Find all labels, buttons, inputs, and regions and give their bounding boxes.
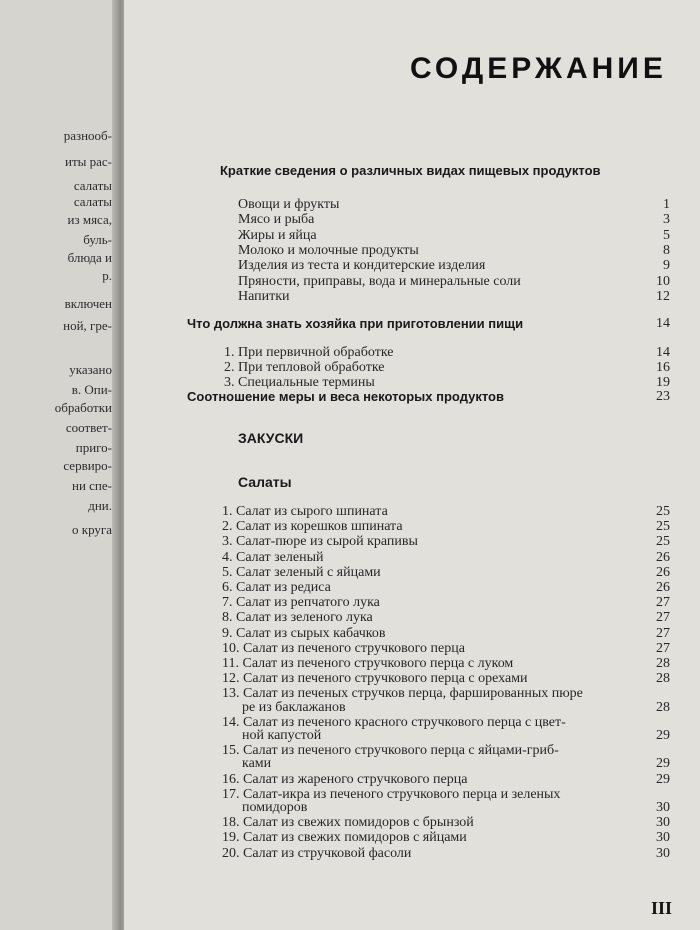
toc-entry-page: 12	[656, 288, 670, 304]
left-page-text-fragment: буль-	[83, 232, 112, 247]
toc-entry-page: 5	[663, 227, 670, 243]
salad-entry-page: 29	[656, 756, 670, 772]
toc-entry-label: Жиры и яйца	[238, 227, 317, 243]
section-heading: Что должна знать хозяйка при приготовлении пищи	[187, 316, 524, 331]
toc-entry-page: 10	[656, 273, 670, 289]
salad-entry-label: 6. Салат из редиса	[222, 580, 331, 595]
left-page-text-fragment: из мяса,	[67, 212, 112, 227]
salad-entry-page: 28	[656, 671, 670, 687]
toc-entry-page: 19	[656, 375, 670, 390]
salad-entry-page: 28	[656, 656, 670, 671]
left-page-text-fragment: р.	[102, 268, 112, 283]
salad-entry-continuation: ной капустой	[242, 728, 322, 743]
toc-entry-page: 16	[656, 360, 670, 375]
section-heading: Соотношение меры и веса некоторых продуктов	[187, 389, 504, 404]
subchapter-heading: Салаты	[238, 474, 292, 490]
salad-entry-label: 3. Салат-пюре из сырой крапивы	[222, 534, 418, 550]
left-page-text-fragment: в. Опи-	[71, 382, 112, 397]
left-page-text-fragment: обработки	[54, 400, 112, 415]
toc-entry-page: 3	[663, 212, 670, 228]
section-page: 23	[656, 389, 670, 404]
salad-entry-label: 14. Салат из печеного красного стручкового перца с цвет-	[222, 714, 566, 730]
left-page-text-fragment: ной, гре-	[63, 318, 112, 333]
salad-entry-continuation: ре из баклажанов	[242, 699, 346, 715]
salad-entry-label: 16. Салат из жареного стручкового перца	[222, 771, 468, 787]
toc-entry-page: 8	[663, 242, 670, 258]
left-page-text-fragment: соответ-	[65, 420, 112, 435]
salad-entry-page: 26	[656, 549, 670, 565]
salad-entry-label: 11. Салат из печеного стручкового перца с луком	[222, 656, 514, 671]
toc-entry-page: 14	[656, 345, 670, 360]
salad-entry-label: 8. Салат из зеленого лука	[222, 610, 373, 626]
toc-entry-label: Мясо и рыба	[238, 212, 315, 228]
left-page-text-fragment: салаты	[73, 178, 112, 193]
salad-entry-page: 30	[656, 815, 670, 831]
left-page-text-fragment: ни спе-	[72, 478, 112, 493]
salad-entry-label: 15. Салат из печеного стручкового перца с яйцами-гриб-	[222, 743, 559, 759]
salad-entry-label: 18. Салат из свежих помидоров с брынзой	[222, 815, 474, 831]
toc-entry-label: 1. При первичной обработке	[224, 345, 394, 360]
salad-entry-page: 27	[656, 640, 670, 656]
chapter-heading: ЗАКУСКИ	[238, 430, 304, 446]
right-page	[124, 0, 700, 930]
page-number: III	[650, 898, 672, 918]
salad-entry-label: 9. Салат из сырых кабачков	[222, 625, 386, 641]
left-page-text-fragment: приго-	[75, 440, 112, 455]
salad-entry-label: 2. Салат из корешков шпината	[222, 519, 403, 535]
salad-entry-label: 20. Салат из стручковой фасоли	[222, 845, 412, 861]
salad-entry-label: 17. Салат-икра из печеного стручкового перца и зеленых	[222, 786, 561, 802]
salad-entry-label: 19. Салат из свежих помидоров с яйцами	[222, 830, 467, 846]
toc-entry-label: Изделия из теста и кондитерские изделия	[238, 258, 486, 274]
salad-entry-continuation: ками	[242, 756, 272, 772]
salad-entry-label: 5. Салат зеленый с яйцами	[222, 564, 381, 580]
salad-entry-page: 25	[656, 504, 670, 519]
salad-entry-label: 1. Салат из сырого шпината	[222, 504, 388, 519]
salad-entry-page: 26	[656, 564, 670, 580]
left-page-text-fragment: включен	[64, 296, 112, 311]
toc-entry-page: 9	[663, 258, 670, 274]
salad-entry-page: 25	[656, 519, 670, 535]
section-page: 14	[656, 316, 670, 331]
salad-entry-page: 30	[656, 845, 670, 861]
toc-entry-label: Молоко и молочные продукты	[238, 242, 419, 258]
toc-entry-label: Овощи и фрукты	[238, 197, 340, 212]
salad-entry-page: 30	[656, 800, 670, 815]
toc-entry-page: 1	[663, 197, 670, 212]
salad-entry-label: 12. Салат из печеного стручкового перца с орехами	[222, 671, 528, 687]
left-page-text-fragment: блюда и	[67, 250, 112, 265]
salad-entry-page: 27	[656, 625, 670, 641]
left-page-text-fragment: о круга	[72, 522, 112, 537]
left-page-text-fragment: иты рас-	[65, 154, 112, 169]
salad-entry-label: 7. Салат из репчатого лука	[222, 595, 380, 611]
salad-entry-continuation: помидоров	[242, 800, 308, 815]
toc-entry-label: 3. Специальные термины	[224, 375, 375, 390]
toc-entry-label: Пряности, приправы, вода и минеральные соли	[238, 273, 521, 289]
toc-entry-label: Напитки	[238, 288, 290, 304]
page-title: СОДЕРЖАНИЕ	[410, 52, 667, 85]
left-page-text-fragment: указано	[69, 362, 112, 377]
salad-entry-label: 4. Салат зеленый	[222, 549, 324, 565]
left-page-text-fragment: разнооб-	[63, 128, 112, 143]
section-heading: Краткие сведения о различных видах пищевых продуктов	[220, 163, 601, 178]
salad-entry-page: 27	[656, 595, 670, 611]
salad-entry-page: 30	[656, 830, 670, 846]
salad-entry-page: 28	[656, 699, 670, 715]
salad-entry-page: 26	[656, 580, 670, 595]
toc-entry-label: 2. При тепловой обработке	[224, 360, 385, 375]
left-page-text-fragment: салаты	[73, 194, 112, 209]
left-page-text-fragment: сервиро-	[63, 458, 112, 473]
salad-entry-label: 13. Салат из печеных стручков перца, фаршированных пюре	[222, 686, 583, 702]
salad-entry-page: 29	[656, 771, 670, 787]
salad-entry-page: 29	[656, 728, 670, 743]
left-page	[0, 0, 119, 930]
salad-entry-page: 27	[656, 610, 670, 626]
salad-entry-page: 25	[656, 534, 670, 550]
salad-entry-label: 10. Салат из печеного стручкового перца	[222, 640, 465, 656]
left-page-text-fragment: дни.	[88, 498, 112, 513]
